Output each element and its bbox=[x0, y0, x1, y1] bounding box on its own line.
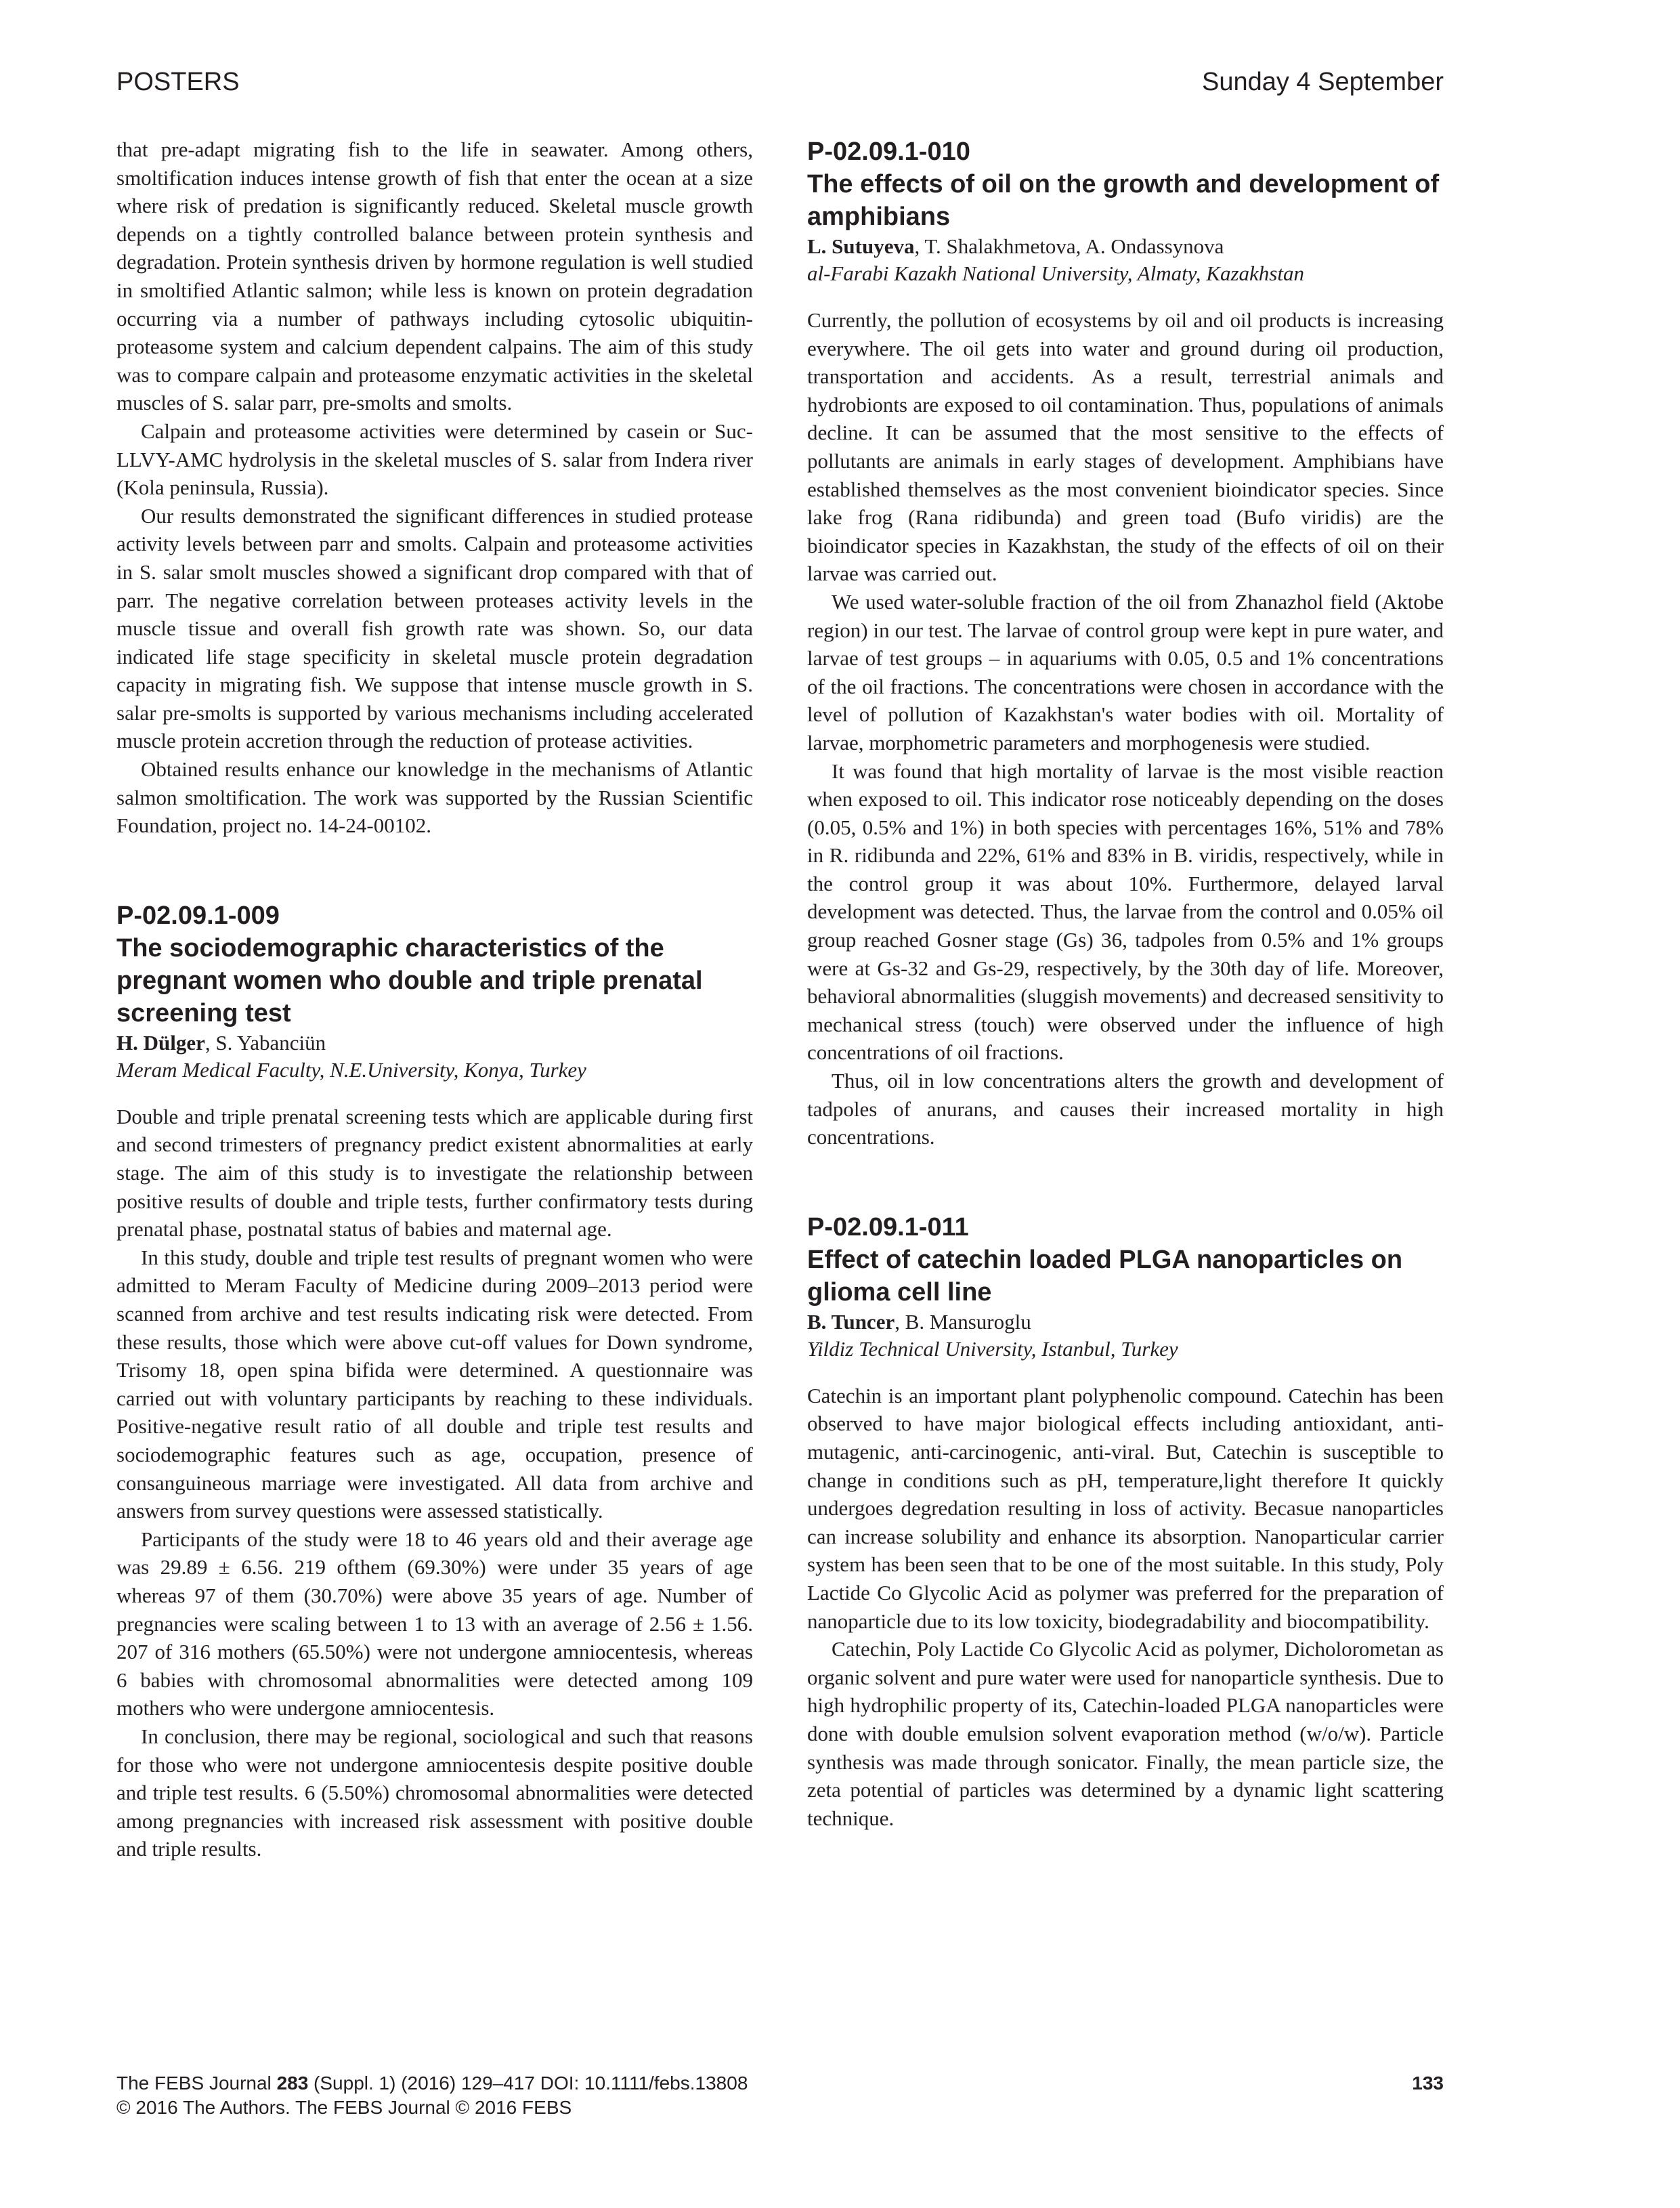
paragraph: Participants of the study were 18 to 46 years old and their average age was 29.89 ± 6.56. 219 ofthem (69.30%) were under 35 years of age whereas 97 of them (30.70%) were above 35 years of age. Number of pregnancies were scaling between 1 to 13 with an average of 2.56 ± 1.56. 207 of 316 mothers (65.50%) were not undergone amniocentesis, whereas 6 babies with chromosomal abnormalities were detected among 109 mothers who were undergone amniocentesis. bbox=[116, 1527, 753, 1720]
paragraph: Calpain and proteasome activities were determined by casein or Suc-LLVY-AMC hydrolysis in the skeletal muscles of S. salar from Indera river (Kola peninsula, Russia). bbox=[116, 419, 753, 500]
abstract-header bbox=[116, 899, 753, 1084]
paragraph: Double and triple prenatal screening tests which are applicable during first and second trimesters of pregnancy predict existent abnormalities at early stage. The aim of this study is to investigate the relationship between positive results of double and triple tests, further confirmatory tests during prenatal phase, postnatal status of babies and maternal age. bbox=[116, 1104, 753, 1241]
paragraph: In this study, double and triple test results of pregnant women who were admitted to Meram Faculty of Medicine during 2009–2013 period were scanned from archive and test results indicating risk were detected. From these results, those which were above cut-off values for Down syndrome, Trisomy 18, open spina bifida were determined. A questionnaire was carried out with voluntary participants by reaching to these individuals. Positive-negative result ratio of all double and triple test results and sociodemographic features such as age, occupation, presence of consanguineous marriage were investigated. All data from archive and answers from survey questions were assessed statistically. bbox=[116, 1245, 753, 1523]
abstract-header bbox=[807, 135, 1444, 287]
volume-number: 283 bbox=[276, 2073, 309, 2094]
presenting-author: H. Dülger bbox=[116, 1030, 205, 1055]
poster-id: P-02.09.1-009 bbox=[116, 901, 280, 930]
running-head bbox=[116, 68, 1444, 108]
author-list bbox=[807, 233, 1444, 260]
affiliation: Yildiz Technical University, Istanbul, Turkey bbox=[807, 1336, 1178, 1361]
coauthors: , S. Yabanciün bbox=[204, 1030, 326, 1055]
abstract-body bbox=[116, 1103, 753, 1863]
journal-name: The FEBS Journal bbox=[116, 2073, 277, 2094]
presenting-author: B. Tuncer bbox=[807, 1309, 895, 1334]
journal-citation bbox=[116, 2071, 1444, 2096]
author-list bbox=[116, 1029, 753, 1057]
poster-id: P-02.09.1-010 bbox=[807, 137, 970, 166]
coauthors: , T. Shalakhmetova, A. Ondassynova bbox=[914, 234, 1224, 258]
citation-details: (Suppl. 1) (2016) 129–417 DOI: 10.1111/febs.13808 bbox=[308, 2073, 748, 2094]
author-list bbox=[807, 1309, 1444, 1336]
abstract-body bbox=[807, 1382, 1444, 1833]
right-column bbox=[807, 135, 1444, 1832]
abstract-title: The effects of oil on the growth and development of amphibians bbox=[807, 170, 1440, 231]
section-label: POSTERS bbox=[116, 68, 240, 96]
poster-id: P-02.09.1-011 bbox=[807, 1212, 969, 1241]
paragraph: It was found that high mortality of larvae is the most visible reaction when exposed to oil. This indicator rose noticeably depending on the doses (0.05, 0.5% and 1%) in both species with percentages 16%, 51% and 78% in R. ridibunda and 22%, 61% and 83% in B. viridis, respectively, while in the control group it was about 10%. Furthermore, delayed larval development was detected. Thus, the larvae from the control and 0.05% oil group reached Gosner stage (Gs) 36, tadpoles from 0.5% and 1% groups were at Gs-32 and Gs-29, respectively, by the 30th day of life. Moreover, behavioral abnormalities (sluggish movements) and decreased sensitivity to mechanical stress (touch) were observed under the influence of high concentrations of oil fractions. bbox=[807, 759, 1444, 1065]
continued-abstract bbox=[116, 135, 753, 840]
issue-date: Sunday 4 September bbox=[1201, 68, 1444, 96]
copyright-notice: © 2016 The Authors. The FEBS Journal © 2016 FEBS bbox=[116, 2097, 572, 2118]
abstract-body bbox=[807, 306, 1444, 1151]
paragraph: Currently, the pollution of ecosystems by oil and oil products is increasing everywhere. The oil gets into water and ground during oil production, transportation and accidents. As a result, terrestrial animals and hydrobionts are exposed to oil contamination. Thus, populations of animals decline. It can be assumed that the most sensitive to the effects of pollutants are animals in early stages of development. Amphibians have established themselves as the most convenient bioindicator species. Since lake frog (Rana ridibunda) and green toad (Bufo viridis) are the bioindicator species in Kazakhstan, the study of the effects of oil on their larvae was carried out. bbox=[807, 308, 1444, 586]
affiliation: Meram Medical Faculty, N.E.University, Konya, Turkey bbox=[116, 1057, 586, 1082]
left-column bbox=[116, 135, 753, 1863]
presenting-author: L. Sutuyeva bbox=[807, 234, 915, 258]
paragraph: Thus, oil in low concentrations alters the growth and development of tadpoles of anurans, and causes their increased mortality in high concentrations. bbox=[807, 1069, 1444, 1149]
page-footer bbox=[116, 2071, 1444, 2120]
paragraph: Our results demonstrated the significant differences in studied protease activity levels between parr and smolts. Calpain and proteasome activities in S. salar smolt muscles showed a significant drop compared with that of parr. The negative correlation between proteases activity levels in the muscle tissue and overall fish growth rate was shown. So, our data indicated life stage specificity in skeletal muscle protein degradation capacity in migrating fish. We suppose that intense muscle growth in S. salar pre-smolts is supported by various mechanisms including accelerated muscle protein accretion through the reduction of protease activities. bbox=[116, 503, 753, 753]
paragraph: that pre-adapt migrating fish to the life in seawater. Among others, smoltification induces intense growth of fish that enter the ocean at a size where risk of predation is significantly reduced. Skeletal muscle growth depends on a tightly controlled balance between protein synthesis and degradation. Protein synthesis driven by hormone regulation is well studied in smoltified Atlantic salmon; while less is known on protein degradation occurring via a number of pathways including cytosolic ubiquitin-proteasome system and calcium dependent calpains. The aim of this study was to compare calpain and proteasome enzymatic activities in the skeletal muscles of S. salar parr, pre-smolts and smolts. bbox=[116, 137, 753, 415]
abstract-header bbox=[807, 1211, 1444, 1363]
abstract-title: Effect of catechin loaded PLGA nanoparticles on glioma cell line bbox=[807, 1245, 1403, 1307]
paragraph: Obtained results enhance our knowledge in the mechanisms of Atlantic salmon smoltification. The work was supported by the Russian Scientific Foundation, project no. 14-24-00102. bbox=[116, 757, 753, 838]
paragraph: Catechin, Poly Lactide Co Glycolic Acid as polymer, Dicholorometan as organic solvent and pure water were used for nanoparticle synthesis. Due to high hydrophilic property of its, Catechin-loaded PLGA nanoparticles were done with double emulsion solvent evaporation method (w/o/w). Particle synthesis was made through sonicator. Finally, the mean particle size, the zeta potential of particles was determined by a dynamic light scattering technique. bbox=[807, 1637, 1444, 1830]
paragraph: In conclusion, there may be regional, sociological and such that reasons for those who were not undergone amniocentesis despite positive double and triple test results. 6 (5.50%) chromosomal abnormalities were detected among pregnancies with increased risk assessment with positive double and triple results. bbox=[116, 1724, 753, 1861]
paragraph: We used water-soluble fraction of the oil from Zhanazhol field (Aktobe region) in our test. The larvae of control group were kept in pure water, and larvae of test groups – in aquariums with 0.05, 0.5 and 1% concentrations of the oil fractions. The concentrations were chosen in accordance with the level of pollution of Kazakhstan's water bodies with oil. Mortality of larvae, morphometric parameters and morphogenesis were studied. bbox=[807, 589, 1444, 755]
affiliation: al-Farabi Kazakh National University, Almaty, Kazakhstan bbox=[807, 261, 1304, 285]
paragraph: Catechin is an important plant polyphenolic compound. Catechin has been observed to have major biological effects including antioxidant, anti-mutagenic, anti-carcinogenic, anti-viral. But, Catechin is susceptible to change in conditions such as pH, temperature,light therefore It quickly undergoes degredation resulting in loss of activity. Becasue nanoparticles can increase solubility and enhance its absorption. Nanoparticular carrier system has been seen that to be one of the most suitable. In this study, Poly Lactide Co Glycolic Acid as polymer was preferred for the preparation of nanoparticle due to its low toxicity, biodegradability and biocompatibility. bbox=[807, 1383, 1444, 1633]
coauthors: , B. Mansuroglu bbox=[895, 1309, 1031, 1334]
abstract-title: The sociodemographic characteristics of the pregnant women who double and triple prenatal screening test bbox=[116, 933, 703, 1027]
page-number: 133 bbox=[1412, 2073, 1444, 2094]
